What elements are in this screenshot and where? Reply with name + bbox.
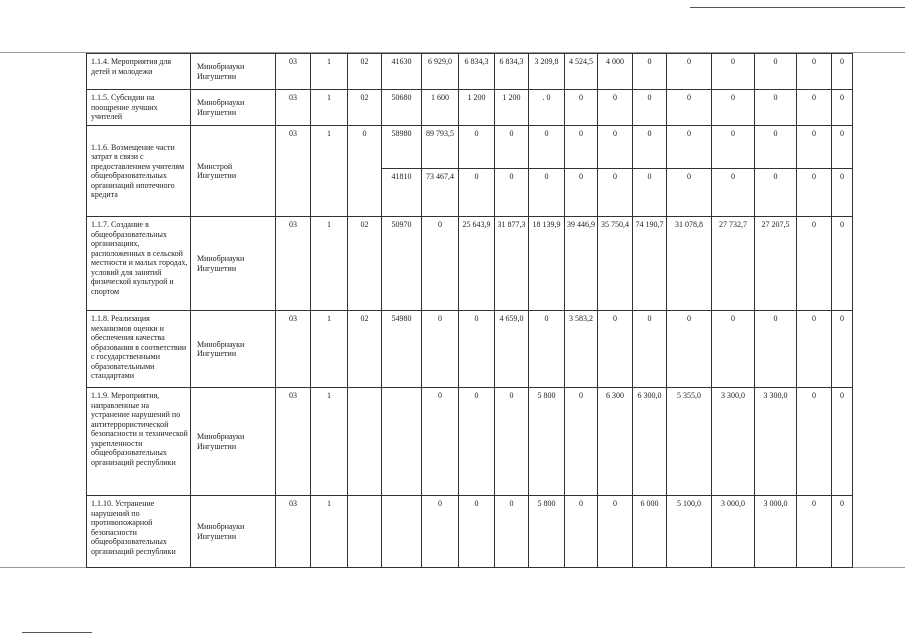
code-cell: 50680 (382, 90, 422, 126)
value-cell: 0 (797, 169, 832, 217)
value-cell: 0 (712, 90, 755, 126)
value-cell: 4 659,0 (495, 311, 529, 388)
value-cell: 0 (797, 126, 832, 169)
value-cell: 0 (712, 311, 755, 388)
row-name: 1.1.6. Возмещение части затрат в связи с предоставлением учителям общеобразовательных организаций ипотечного кредита (87, 126, 191, 217)
row-executor: Минстрой Ингушетии (191, 126, 276, 217)
value-cell: 0 (422, 496, 459, 568)
value-cell: 6 929,0 (422, 54, 459, 90)
value-cell: 1 200 (459, 90, 495, 126)
value-cell: 0 (459, 496, 495, 568)
value-cell: 5 800 (529, 496, 565, 568)
code-cell: 41630 (382, 54, 422, 90)
code-cell: 02 (348, 311, 382, 388)
value-cell: 25 643,9 (459, 217, 495, 311)
value-cell: 89 793,5 (422, 126, 459, 169)
value-cell: 0 (422, 217, 459, 311)
value-cell: 4 524,5 (565, 54, 598, 90)
code-cell: 03 (276, 90, 311, 126)
value-cell: 0 (832, 126, 853, 169)
value-cell: 73 467,4 (422, 169, 459, 217)
value-cell: 0 (667, 169, 712, 217)
value-cell: 0 (755, 126, 797, 169)
row-name: 1.1.7. Создание в общеобразовательных организациях, расположенных в сельской местности и малых городах, условий для занятий физической культурой и спортом (87, 217, 191, 311)
value-cell: 6 834,3 (495, 54, 529, 90)
value-cell: 3 000,0 (755, 496, 797, 568)
code-cell: 1 (311, 217, 348, 311)
value-cell: 1 600 (422, 90, 459, 126)
value-cell: 27 207,5 (755, 217, 797, 311)
value-cell: 0 (459, 388, 495, 496)
code-cell: 02 (348, 90, 382, 126)
value-cell: 0 (598, 126, 633, 169)
value-cell: 0 (755, 169, 797, 217)
value-cell: 0 (667, 90, 712, 126)
value-cell: 6 000 (633, 496, 667, 568)
program-table (86, 53, 853, 568)
value-cell: 0 (633, 169, 667, 217)
value-cell: 4 000 (598, 54, 633, 90)
value-cell: . 0 (529, 90, 565, 126)
value-cell: 0 (755, 311, 797, 388)
value-cell: 6 300 (598, 388, 633, 496)
value-cell: 0 (832, 496, 853, 568)
value-cell: 0 (712, 54, 755, 90)
value-cell: 0 (797, 311, 832, 388)
code-cell: 0 (348, 126, 382, 217)
code-cell: 02 (348, 217, 382, 311)
value-cell: 5 100,0 (667, 496, 712, 568)
value-cell: 0 (797, 217, 832, 311)
value-cell: 0 (529, 126, 565, 169)
table-row (87, 388, 853, 496)
value-cell: 0 (667, 311, 712, 388)
code-cell (348, 388, 382, 496)
table-row (87, 126, 853, 169)
code-cell: 1 (311, 126, 348, 217)
code-cell: 41810 (382, 169, 422, 217)
code-cell: 1 (311, 311, 348, 388)
value-cell: 3 300,0 (712, 388, 755, 496)
value-cell: 0 (495, 169, 529, 217)
code-cell: 03 (276, 311, 311, 388)
code-cell: 58980 (382, 126, 422, 169)
table-row (87, 54, 853, 90)
table-row (87, 217, 853, 311)
value-cell: 0 (832, 217, 853, 311)
code-cell: 54980 (382, 311, 422, 388)
code-cell: 03 (276, 388, 311, 496)
value-cell: 0 (667, 54, 712, 90)
value-cell: 0 (422, 311, 459, 388)
value-cell: 18 139,9 (529, 217, 565, 311)
value-cell: 0 (797, 54, 832, 90)
value-cell: 5 800 (529, 388, 565, 496)
value-cell: 5 355,0 (667, 388, 712, 496)
value-cell: 0 (459, 311, 495, 388)
value-cell: 0 (633, 90, 667, 126)
code-cell: 03 (276, 126, 311, 217)
code-cell: 03 (276, 496, 311, 568)
value-cell: 0 (832, 169, 853, 217)
value-cell: 3 209,8 (529, 54, 565, 90)
value-cell: 0 (598, 311, 633, 388)
row-name: 1.1.9. Мероприятия, направленные на устранение нарушений по антитеррористической безопасности и технической укрепленности общеобразовательных организаций республики (87, 388, 191, 496)
value-cell: 0 (565, 388, 598, 496)
value-cell: 0 (565, 126, 598, 169)
value-cell: 0 (565, 496, 598, 568)
top-right-line (690, 7, 905, 8)
row-executor: Минобрнауки Ингушетии (191, 496, 276, 568)
value-cell: 0 (495, 126, 529, 169)
row-name: 1.1.10. Устранение нарушений по противопожарной безопасности общеобразовательных организаций республики (87, 496, 191, 568)
code-cell: 50970 (382, 217, 422, 311)
value-cell: 0 (797, 388, 832, 496)
value-cell: 3 300,0 (755, 388, 797, 496)
value-cell: 0 (459, 169, 495, 217)
code-cell: 02 (348, 54, 382, 90)
code-cell: 03 (276, 217, 311, 311)
code-cell: 1 (311, 388, 348, 496)
row-executor: Минобрнауки Ингушетии (191, 54, 276, 90)
value-cell: 0 (495, 388, 529, 496)
value-cell: 0 (832, 388, 853, 496)
table-row (87, 496, 853, 568)
value-cell: 0 (712, 126, 755, 169)
value-cell: 0 (598, 169, 633, 217)
code-cell: 03 (276, 54, 311, 90)
value-cell: 6 834,3 (459, 54, 495, 90)
value-cell: 27 732,7 (712, 217, 755, 311)
value-cell: 0 (832, 90, 853, 126)
row-name: 1.1.5. Субсидии на поощрение лучших учителей (87, 90, 191, 126)
value-cell: 1 200 (495, 90, 529, 126)
value-cell: 0 (529, 169, 565, 217)
value-cell: 0 (832, 311, 853, 388)
value-cell: 35 750,4 (598, 217, 633, 311)
value-cell: 3 583,2 (565, 311, 598, 388)
value-cell: 0 (565, 90, 598, 126)
code-cell: 1 (311, 54, 348, 90)
code-cell (348, 496, 382, 568)
code-cell (382, 388, 422, 496)
row-executor: Минобрнауки Ингушетии (191, 217, 276, 311)
row-executor: Минобрнауки Ингушетии (191, 388, 276, 496)
row-name: 1.1.4. Мероприятия для детей и молодежи (87, 54, 191, 90)
code-cell: 1 (311, 90, 348, 126)
value-cell: 0 (422, 388, 459, 496)
code-cell: 1 (311, 496, 348, 568)
value-cell: 0 (598, 496, 633, 568)
value-cell: 0 (598, 90, 633, 126)
value-cell: 0 (633, 126, 667, 169)
value-cell: 0 (459, 126, 495, 169)
value-cell: 0 (529, 311, 565, 388)
bottom-left-line (22, 632, 92, 633)
table-row (87, 311, 853, 388)
value-cell: 0 (755, 54, 797, 90)
row-executor: Минобрнауки Ингушетии (191, 311, 276, 388)
value-cell: 6 300,0 (633, 388, 667, 496)
row-executor: Минобрнауки Ингушетии (191, 90, 276, 126)
code-cell (382, 496, 422, 568)
value-cell: 0 (712, 169, 755, 217)
value-cell: 0 (565, 169, 598, 217)
value-cell: 0 (797, 496, 832, 568)
value-cell: 0 (667, 126, 712, 169)
value-cell: 0 (832, 54, 853, 90)
value-cell: 0 (633, 311, 667, 388)
value-cell: 74 190,7 (633, 217, 667, 311)
value-cell: 0 (495, 496, 529, 568)
table-row (87, 90, 853, 126)
value-cell: 0 (797, 90, 832, 126)
value-cell: 39 446,9 (565, 217, 598, 311)
row-name: 1.1.8. Реализация механизмов оценки и обеспечения качества образования в соответствии с государственными образовательными стандартами (87, 311, 191, 388)
value-cell: 3 000,0 (712, 496, 755, 568)
value-cell: 0 (633, 54, 667, 90)
value-cell: 31 877,3 (495, 217, 529, 311)
value-cell: 31 078,8 (667, 217, 712, 311)
value-cell: 0 (755, 90, 797, 126)
